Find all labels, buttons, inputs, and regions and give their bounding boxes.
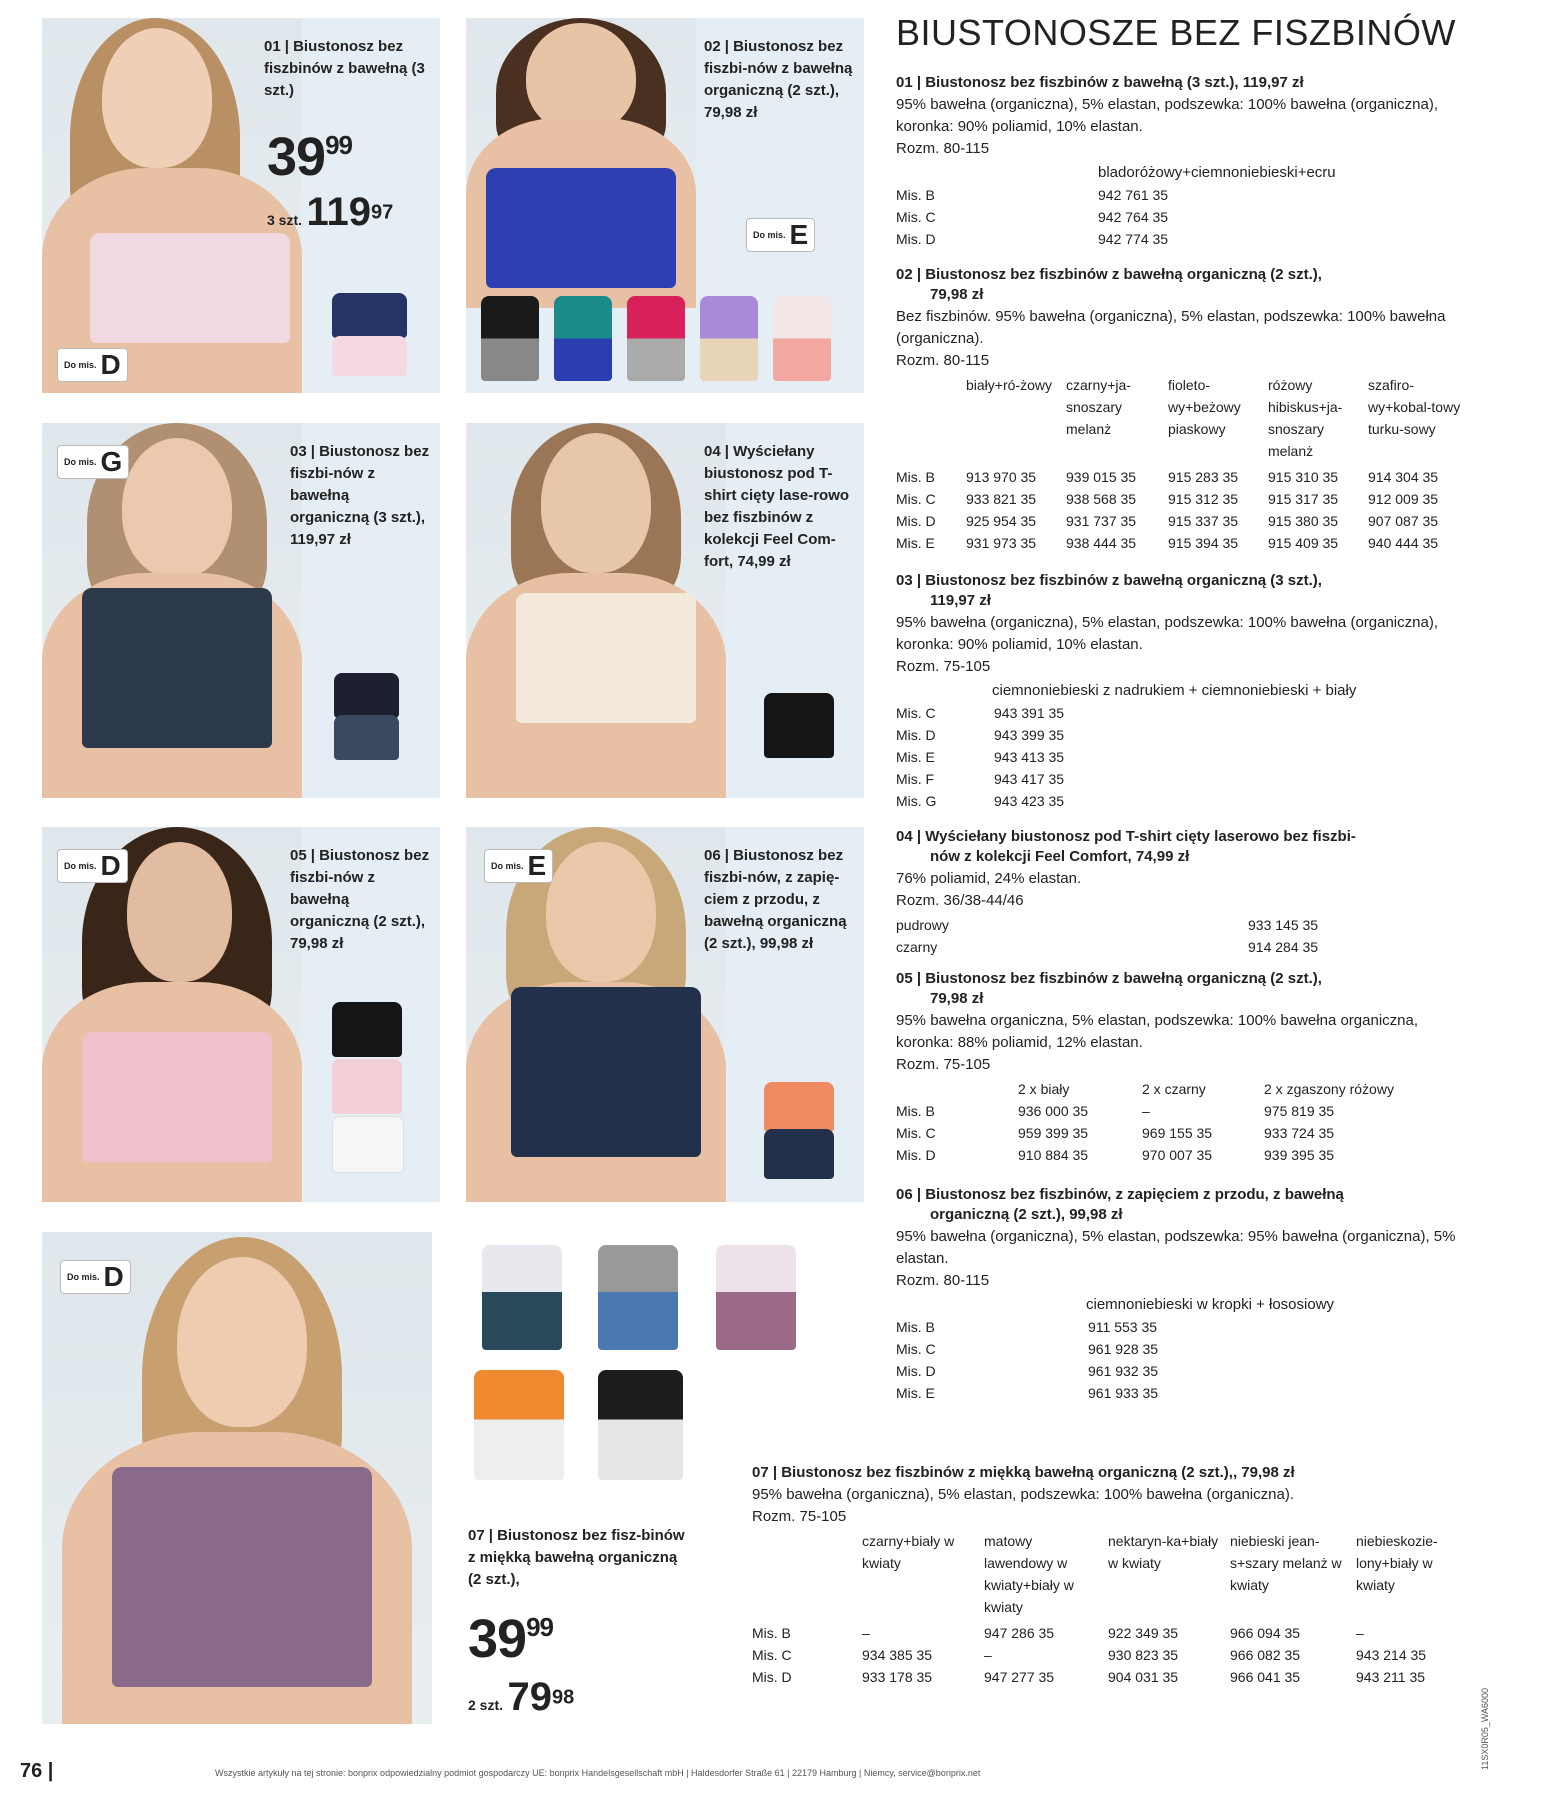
product-panel-06 [466, 827, 864, 1202]
page-number: 76 | [20, 1760, 54, 1782]
product-title: 01 | Biustonosz bez fiszbinów z bawełną (3 szt.) [264, 38, 425, 99]
detail-col-01: bladoróżowy+ciemnoniebieski+ecru [1098, 164, 1336, 181]
product-thumbnail [481, 296, 539, 381]
detail-desc-05: 95% bawełna organiczna, 5% elastan, podszewka: 100% bawełna organiczna, koronka: 88% poliamid, 12% elastan. [896, 1012, 1419, 1051]
product-thumbnail [764, 1082, 834, 1132]
product-thumbnail [482, 1245, 562, 1350]
detail-col-02: szafiro-wy+kobal-towy turku-sowy [1368, 377, 1461, 437]
detail-size-06: Rozm. 80-115 [896, 1272, 990, 1289]
detail-col-02: czarny+ja-snoszary melanż [1066, 377, 1131, 437]
detail-desc-01: 95% bawełna (organiczna), 5% elastan, podszewka: 100% bawełna (organiczna), koronka: 90% poliamid, 10% elastan. [896, 96, 1438, 135]
detail-size-03: Rozm. 75-105 [896, 658, 991, 675]
product-thumbnail [627, 296, 685, 381]
sku-table-04: pudrowy 933 145 35 czarny 914 284 35 [896, 917, 1319, 955]
detail-col-05: 2 x zgaszony różowy [1264, 1081, 1394, 1097]
product-thumbnail [598, 1245, 678, 1350]
detail-col-07: matowy lawendowy w kwiaty+biały w kwiaty [984, 1533, 1074, 1615]
product-thumbnail [554, 296, 612, 381]
detail-header-05-price: 79,98 zł [930, 990, 984, 1007]
product-title: 04 | Wyściełany biustonosz pod T-shirt cięty lase-rowo bez fiszbinów z kolekcji Feel Com-fort, 74,99 zł [704, 443, 850, 570]
detail-header-03: 03 | Biustonosz bez fiszbinów z bawełną organiczną (3 szt.), [896, 572, 1322, 589]
footer-legal: Wszystkie artykuły na tej stronie: bonprix odpowiedzialny podmiot gospodarczy UE: bonprix Handelsgesellschaft mbH | Haldesdorfer Straße 61 | 22179 Hamburg | Niemcy, service@bonprix.net [215, 1768, 981, 1778]
product-thumbnail [598, 1370, 683, 1480]
detail-desc-03: 95% bawełna (organiczna), 5% elastan, podszewka: 100% bawełna (organiczna), koronka: 90% poliamid, 10% elastan. [896, 614, 1438, 653]
sku-table-06: Mis. B 911 553 35 Mis. C 961 928 35 Mis. D 961 932 35 Mis. E 961 933 35 [896, 1319, 1159, 1401]
detail-col-06: ciemnoniebieski w kropki + łososiowy [1086, 1296, 1335, 1313]
product-thumbnail [332, 293, 407, 338]
detail-col-02: fioleto-wy+beżowy piaskowy [1168, 377, 1241, 437]
product-photo-02 [466, 18, 696, 308]
product-title: 07 | Biustonosz bez fisz-binów z miękką bawełną organiczną (2 szt.), [468, 1527, 685, 1588]
sku-table-01: Mis. B 942 761 35 Mis. C 942 764 35 Mis. D 942 774 35 [896, 187, 1169, 247]
detail-desc-07: 95% bawełna (organiczna), 5% elastan, podszewka: 100% bawełna (organiczna). [752, 1486, 1294, 1503]
detail-header-02: 02 | Biustonosz bez fiszbinów z bawełną organiczną (2 szt.), [896, 266, 1322, 283]
product-thumbnail [700, 296, 758, 381]
detail-col-07: nektaryn-ka+biały w kwiaty [1108, 1533, 1219, 1571]
product-panel-04 [466, 423, 864, 798]
product-photo-03 [42, 423, 302, 798]
detail-header-06-cont: organiczną (2 szt.), 99,98 zł [930, 1206, 1123, 1223]
detail-header-01: 01 | Biustonosz bez fiszbinów z bawełną (3 szt.), 119,97 zł [896, 74, 1304, 91]
sku-table-03: Mis. C 943 391 35 Mis. D 943 399 35 Mis. E 943 413 35 Mis. F 943 417 35 Mis. G 943 423 35 [896, 705, 1065, 809]
detail-header-02-price: 79,98 zł [930, 286, 984, 303]
side-code: 11SX0R05_WA6000 [1480, 1687, 1490, 1770]
detail-col-05: 2 x czarny [1142, 1081, 1206, 1097]
sku-table-05: Mis. B 936 000 35 – 975 819 35 Mis. C 959 399 35 969 155 35 933 724 35 Mis. D 910 884 35 970 007 35 939 395 35 [896, 1103, 1335, 1163]
product-photo-04 [466, 423, 726, 798]
page-title: BIUSTONOSZE BEZ FISZBINÓW [896, 12, 1456, 53]
product-thumbnail [332, 1059, 402, 1114]
cup-size-badge: Do mis. E [746, 218, 815, 252]
product-photo-05 [42, 827, 302, 1202]
product-panel-02 [466, 18, 864, 393]
detail-size-02: Rozm. 80-115 [896, 352, 990, 369]
product-thumbnail [332, 1116, 404, 1173]
product-photo-07 [42, 1232, 432, 1724]
multi-price: 3 szt. $119^{97}$ [267, 190, 394, 234]
detail-header-06: 06 | Biustonosz bez fiszbinów, z zapięciem z przodu, z bawełną [896, 1186, 1344, 1203]
detail-header-04: 04 | Wyściełany biustonosz pod T-shirt cięty laserowo bez fiszbi- [896, 828, 1356, 845]
product-panel-01 [42, 18, 440, 393]
product-photo-01 [42, 18, 302, 393]
product-title: 05 | Biustonosz bez fiszbi-nów z bawełną organiczną (2 szt.), 79,98 zł [290, 847, 430, 952]
detail-col-07: niebieski jean-s+szary melanż w kwiaty [1230, 1533, 1342, 1593]
detail-header-04-cont: nów z kolekcji Feel Comfort, 74,99 zł [930, 848, 1190, 865]
price: $39^{99}$ [267, 127, 352, 187]
product-title: 02 | Biustonosz bez fiszbi-nów z bawełną organiczną (2 szt.), 79,98 zł [704, 38, 853, 121]
detail-desc-04: 76% poliamid, 24% elastan. [896, 870, 1082, 887]
product-panel-05 [42, 827, 440, 1202]
cup-size-badge: Do mis. E [484, 849, 553, 883]
detail-col-07: niebieskozie-lony+biały w kwiaty [1356, 1533, 1438, 1593]
detail-size-01: Rozm. 80-115 [896, 140, 990, 157]
detail-header-05: 05 | Biustonosz bez fiszbinów z bawełną organiczną (2 szt.), [896, 970, 1322, 987]
cup-size-badge: Do mis. G [57, 445, 129, 479]
detail-col-05: 2 x biały [1018, 1081, 1070, 1097]
product-thumbnail [474, 1370, 564, 1480]
product-thumbnail [332, 1002, 402, 1057]
detail-size-04: Rozm. 36/38-44/46 [896, 892, 1024, 909]
cup-size-badge: Do mis. D [57, 348, 128, 382]
product-panel-07 [42, 1232, 432, 1724]
detail-desc-06: 95% bawełna (organiczna), 5% elastan, podszewka: 95% bawełna (organiczna), 5% elastan. [896, 1228, 1456, 1267]
product-thumbnail [332, 336, 407, 376]
detail-col-03: ciemnoniebieski z nadrukiem + ciemnoniebieski + biały [992, 682, 1357, 699]
product-title: 06 | Biustonosz bez fiszbi-nów, z zapię-ciem z przodu, z bawełną organiczną (2 szt.), 99,98 zł [704, 847, 847, 952]
multi-price: 2 szt. $79^{98}$ [468, 1675, 575, 1719]
detail-desc-02: Bez fiszbinów. 95% bawełna (organiczna), 5% elastan, podszewka: 100% bawełna (organiczna). [896, 308, 1446, 347]
sku-table-07: Mis. B – 947 286 35 922 349 35 966 094 35 – Mis. C 934 385 35 – 930 823 35 966 082 35 943 214 35 Mis. D 933 178 35 947 277 35 904 031 35 966 041 35 943 211 35 [752, 1625, 1427, 1685]
product-thumbnail [334, 715, 399, 760]
cup-size-badge: Do mis. D [60, 1260, 131, 1294]
product-thumbnail [764, 693, 834, 758]
product-title: 03 | Biustonosz bez fiszbi-nów z bawełną organiczną (3 szt.), 119,97 zł [290, 443, 430, 548]
product-thumbnail [773, 296, 831, 381]
product-thumbnail [764, 1129, 834, 1179]
product-thumbnail [716, 1245, 796, 1350]
detail-col-07: czarny+biały w kwiaty [862, 1533, 955, 1571]
detail-header-07: 07 | Biustonosz bez fiszbinów z miękką bawełną organiczną (2 szt.),, 79,98 zł [752, 1464, 1295, 1481]
detail-col-02: różowy hibiskus+ja-snoszary melanż [1268, 377, 1343, 459]
sku-table-02: Mis. B 913 970 35 939 015 35 915 283 35 915 310 35 914 304 35 Mis. C 933 821 35 938 568 35 915 312 35 915 317 35 912 009 35 Mis. D 925 954 35 931 737 35 915 337 35 915 380 35 907 087 35 Mis. E 931 973 35 938 444 35 915 394 35 915 409 35 940 444 35 [896, 469, 1439, 551]
detail-size-05: Rozm. 75-105 [896, 1056, 991, 1073]
product-panel-03 [42, 423, 440, 798]
product-photo-06 [466, 827, 726, 1202]
detail-size-07: Rozm. 75-105 [752, 1508, 847, 1525]
cup-size-badge: Do mis. D [57, 849, 128, 883]
detail-header-03-price: 119,97 zł [930, 592, 991, 609]
price: $39^{99}$ [468, 1609, 553, 1669]
detail-col-02: biały+ró-żowy [966, 377, 1052, 393]
product-thumbnail [334, 673, 399, 718]
